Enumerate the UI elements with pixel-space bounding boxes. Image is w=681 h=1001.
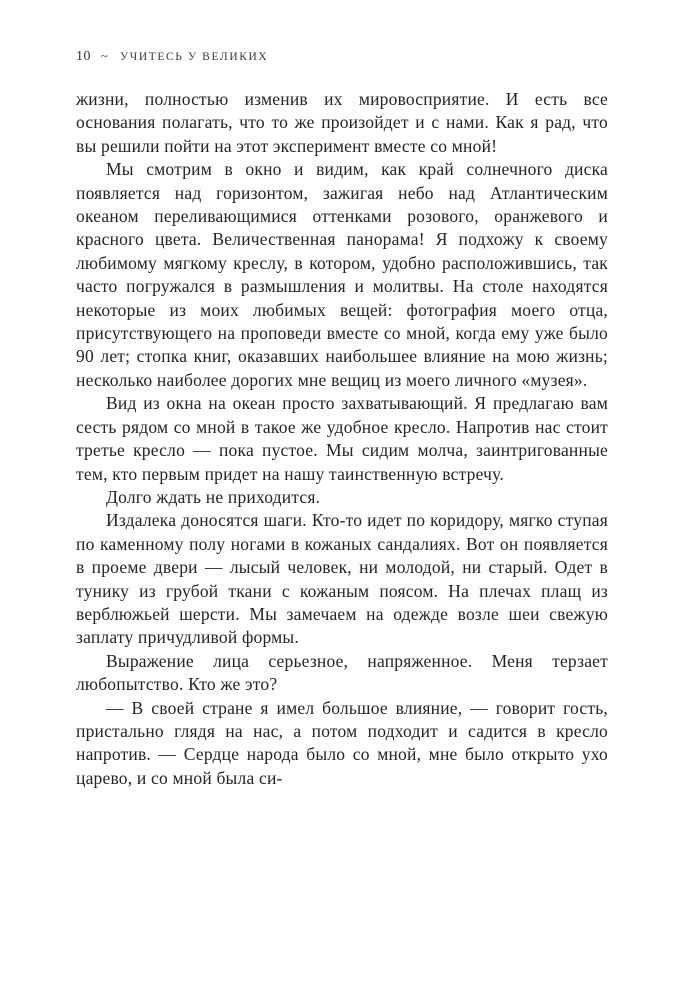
page-header [76, 48, 607, 65]
paragraph: Выражение лица серьезное, напряженное. Меня терзает любопытство. Кто же это? [76, 650, 608, 695]
paragraph: Долго ждать не приходится. [106, 486, 321, 507]
paragraph-continuation: жизни, полностью изменив их мировосприятие. И есть все основания полагать, что то же произойдет и с нами. Как я рад, что вы решили пойти на этот эксперимент вместе со мной! [76, 89, 608, 156]
book-title: УЧИТЕСЬ У ВЕЛИКИХ [120, 51, 269, 63]
paragraph: Издалека доносятся шаги. Кто-то идет по коридору, мягко ступая по каменному полу ногами в кожаных сандалиях. Вот он появляется в проеме двери — лысый человек, ни молодой, ни старый. Одет в тунику из грубой ткани с кожаным поясом. На плечах плащ из верблюжьей шерсти. Мы замечаем на одежде возле шеи свежую заплату причудливой формы. [76, 510, 608, 648]
paragraph: Мы смотрим в окно и видим, как край солнечного диска появляется над горизонтом, зажигая небо над Атлантическим океаном переливающимися оттенками розового, оранжевого и красного цвета. Величественная панорама! Я подхожу к своему любимому мягкому креслу, в котором, удобно расположившись, так часто погружался в размышления и молитвы. На столе находятся некоторые из моих любимых вещей: фотография моего отца, присутствующего на проповеди вместе со мной, когда ему уже было 90 лет; стопка книг, оказавших наибольшее влияние на мою жизнь; несколько наиболее дорогих мне вещиц из моего личного «музея». [76, 159, 608, 390]
page-body [76, 88, 608, 790]
paragraph: Вид из окна на океан просто захватывающий. Я предлагаю вам сесть рядом со мной в такое же удобное кресло. Напротив нас стоит третье кресло — пока пустое. Мы сидим молча, заинтригованные тем, кто первым придет на нашу таинственную встречу. [76, 393, 608, 484]
header-separator: ~ [100, 48, 109, 63]
page-number: 10 [76, 49, 91, 64]
paragraph: — В своей стране я имел большое влияние, — говорит гость, пристально глядя на нас, а потом подходит и садится в кресло напротив. — Сердце народа было со мной, мне было открыто ухо царево, и со мной была си- [76, 697, 608, 788]
